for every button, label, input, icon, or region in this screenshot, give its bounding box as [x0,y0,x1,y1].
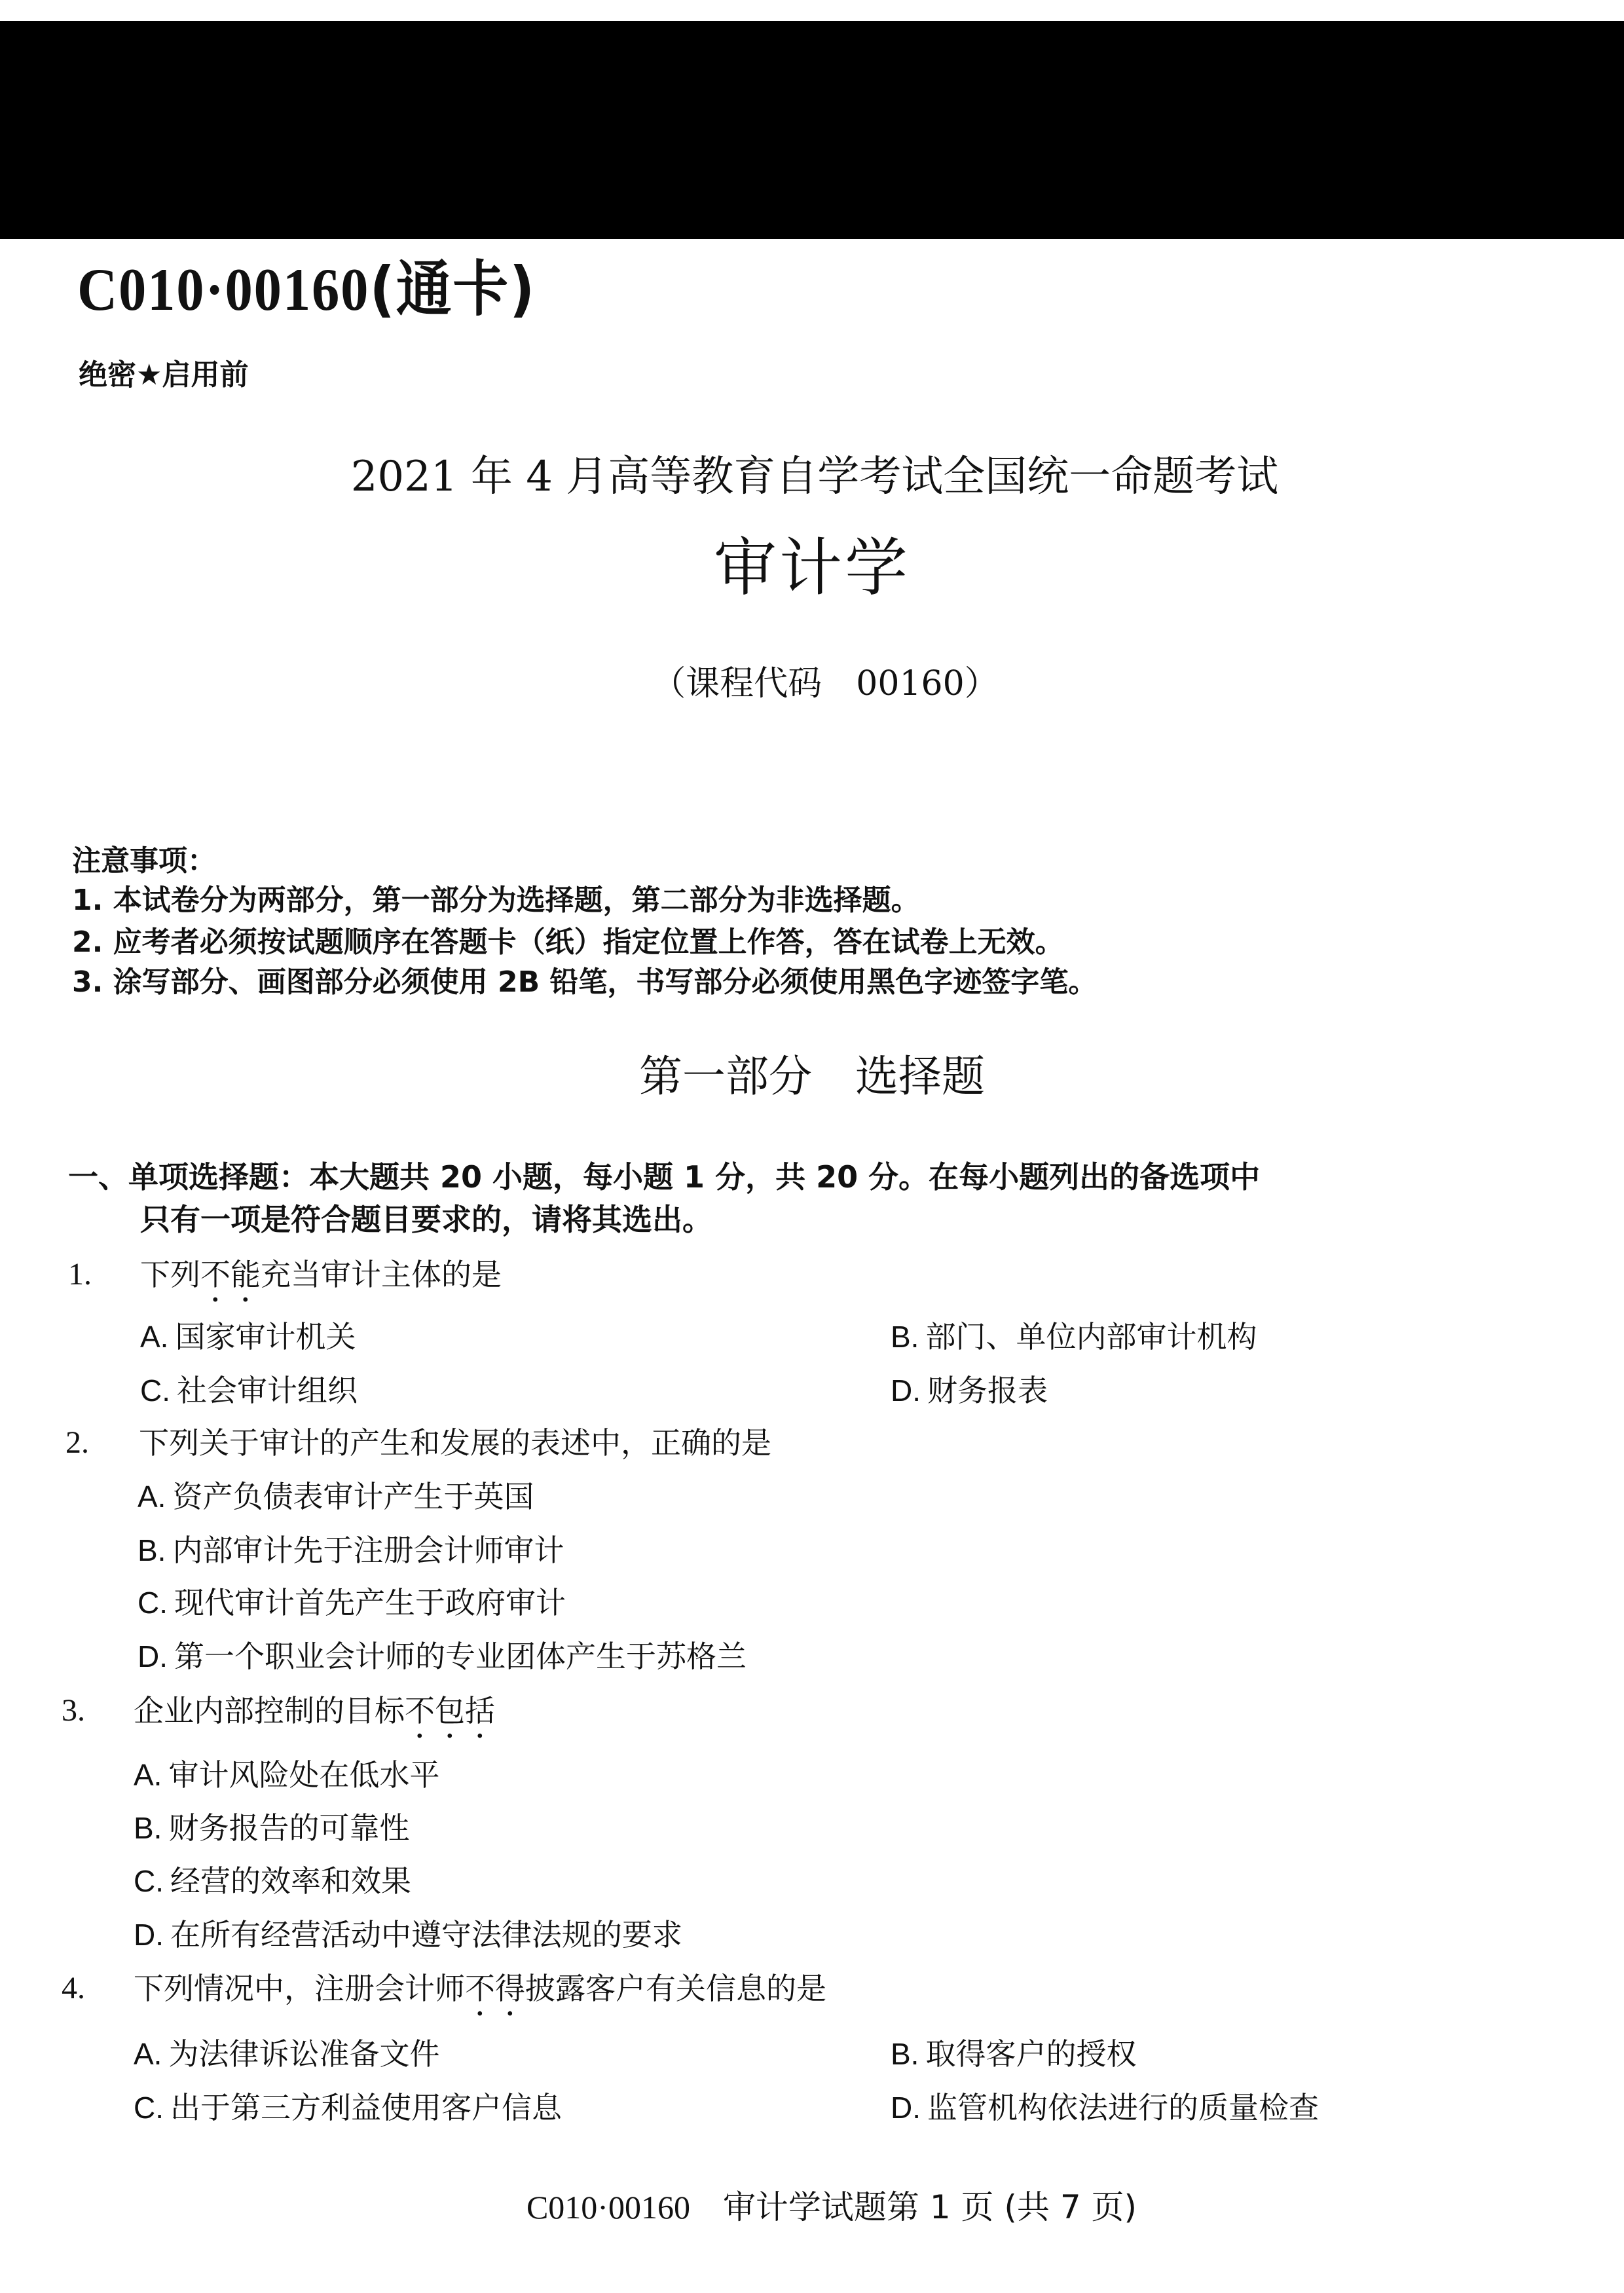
question-4-option-c: C. 出于第三方利益使用客户信息 [134,2090,562,2125]
notes-heading: 注意事项： [72,844,216,878]
question-1-option-d: D. 财务报表 [891,1373,1048,1408]
question-2-option-b: B. 内部审计先于注册会计师审计 [138,1533,564,1568]
note-item-3: 3. 涂写部分、画图部分必须使用 2B 铅笔，书写部分必须使用黑色字迹签字笔。 [72,965,1098,999]
question-1-text: 下列不能充当审计主体的是 [140,1257,502,1292]
question-4-number: 4. [62,1971,85,2005]
question-3-option-c: C. 经营的效率和效果 [134,1863,411,1899]
doc-code: C010·00160 [77,256,370,323]
question-1-option-a: A. 国家审计机关 [140,1319,356,1354]
exam-title: 2021 年 4 月高等教育自学考试全国统一命题考试 [350,453,1279,501]
footer-page-label: 审计学试题第 1 页 (共 7 页) [722,2188,1137,2226]
page-footer [0,2188,1624,2227]
question-3-text: 企业内部控制的目标不包括 [134,1693,495,1728]
card-type: (通卡) [369,254,536,324]
question-1-option-b: B. 部门、单位内部审计机构 [891,1319,1257,1354]
question-4-option-b: B. 取得客户的授权 [891,2036,1137,2072]
question-4-option-d: D. 监管机构依法进行的质量检查 [891,2090,1319,2125]
emphasis-text: 不包括 [405,1693,495,1728]
question-4-text: 下列情况中，注册会计师不得披露客户有关信息的是 [134,1971,826,2006]
question-3-option-b: B. 财务报告的可靠性 [134,1810,410,1846]
question-2-option-c: C. 现代审计首先产生于政府审计 [138,1585,566,1620]
emphasis-text: 不能 [200,1257,261,1292]
subject-title: 审计学 [714,531,910,605]
question-3-option-d: D. 在所有经营活动中遵守法律法规的要求 [134,1917,682,1952]
question-1-option-c: C. 社会审计组织 [140,1373,358,1408]
question-2-text: 下列关于审计的产生和发展的表述中，正确的是 [139,1425,771,1461]
note-item-1: 1. 本试卷分为两部分，第一部分为选择题，第二部分为非选择题。 [72,884,920,917]
section-intro-line-2: 只有一项是符合题目要求的，请将其选出。 [140,1202,712,1237]
note-item-2: 2. 应考者必须按试题顺序在答题卡（纸）指定位置上作答，答在试卷上无效。 [72,925,1064,959]
section-intro-line-1: 一、单项选择题：本大题共 20 小题，每小题 1 分，共 20 分。在每小题列出的备选项中 [68,1159,1261,1195]
course-code: （课程代码 00160） [652,664,999,703]
part-one-title: 第一部分 选择题 [639,1051,985,1102]
question-2-option-a: A. 资产负债表审计产生于英国 [138,1479,534,1514]
secret-label: 绝密★启用前 [79,358,249,392]
question-3-number: 3. [62,1693,85,1728]
footer-doc-code: C010·00160 [526,2189,690,2226]
emphasis-text: 不得 [465,1971,525,2006]
question-3-option-a: A. 审计风险处在低水平 [134,1757,440,1793]
question-2-number: 2. [65,1425,89,1460]
question-2-option-d: D. 第一个职业会计师的专业团体产生于苏格兰 [138,1639,747,1674]
document-code-header [77,254,536,324]
redaction-bar [0,21,1624,239]
question-1-number: 1. [68,1257,92,1292]
question-4-option-a: A. 为法律诉讼准备文件 [134,2036,440,2072]
